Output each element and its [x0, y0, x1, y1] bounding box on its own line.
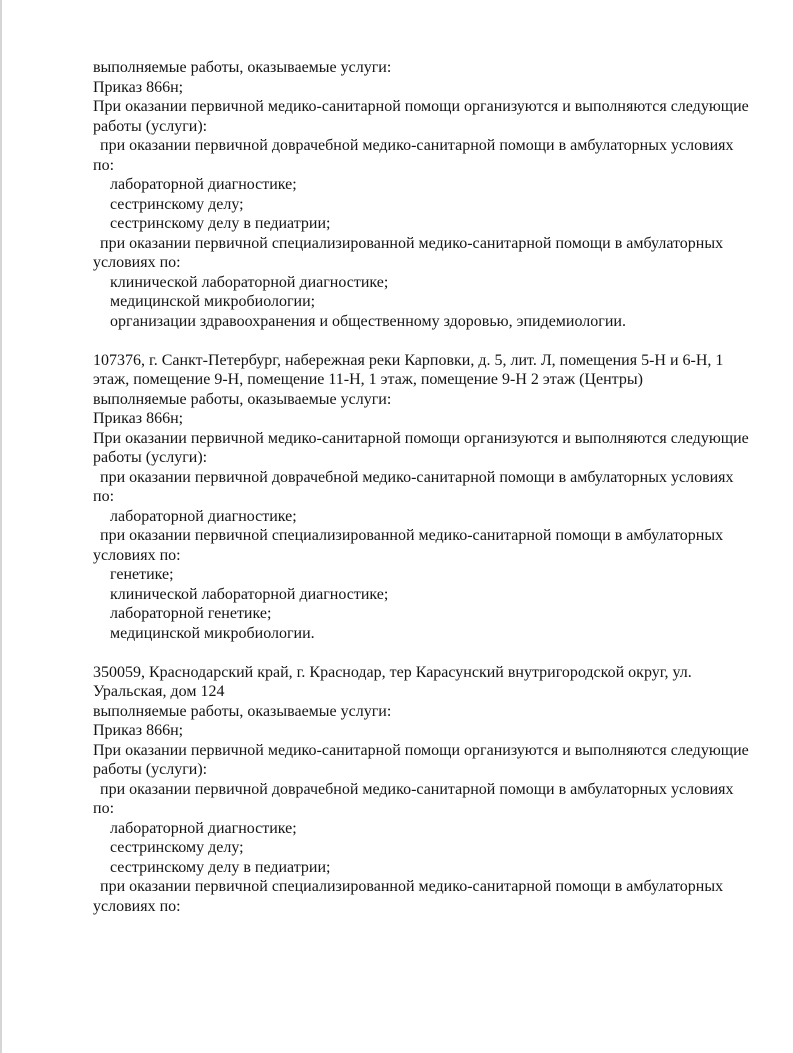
- text-line: сестринскому делу;: [110, 195, 244, 213]
- text-line: сестринскому делу;: [110, 839, 244, 856]
- text-line: При оказании первичной медико-санитарной помощи организуются и выполняются следующие: [93, 98, 749, 115]
- text-block-1: [93, 58, 753, 331]
- text-line: выполняемые работы, оказываемые услуги:: [93, 59, 392, 76]
- text-line: по:: [93, 156, 115, 174]
- text-line: сестринскому делу в педиатрии;: [110, 858, 331, 876]
- text-line: работы (услуги):: [93, 117, 208, 135]
- text-line: при оказании первичной специализированной медико-санитарной помощи в амбулаторных: [100, 234, 724, 252]
- text-line: организации здравоохранения и общественному здоровью, эпидемиологии.: [110, 312, 626, 330]
- text-line: при оказании первичной доврачебной медико-санитарной помощи в амбулаторных условиях: [100, 137, 734, 154]
- text-line: выполняемые работы, оказываемые услуги:: [93, 702, 392, 720]
- text-line: клинической лабораторной диагностике;: [110, 273, 389, 291]
- text-line: 107376, г. Санкт-Петербург, набережная реки Карповки, д. 5, лит. Л, помещения 5-Н и 6-Н, 1: [93, 351, 724, 369]
- text-line: при оказании первичной специализированной медико-санитарной помощи в амбулаторных: [100, 878, 724, 895]
- text-line: При оказании первичной медико-санитарной помощи организуются и выполняются следующие: [93, 429, 749, 447]
- text-line: генетике;: [110, 566, 174, 583]
- text-line: по:: [93, 800, 115, 817]
- text-line: Приказ 866н;: [93, 722, 184, 739]
- text-block-3: [93, 663, 753, 917]
- page-left-edge-line: [0, 0, 2, 1053]
- text-line: При оказании первичной медико-санитарной помощи организуются и выполняются следующие: [93, 741, 749, 759]
- text-line: этаж, помещение 9-Н, помещение 11-Н, 1 этаж, помещение 9-Н 2 этаж (Центры): [93, 371, 643, 388]
- text-line: при оказании первичной доврачебной медико-санитарной помощи в амбулаторных условиях: [100, 468, 734, 486]
- text-line: условиях по:: [93, 254, 181, 271]
- text-block-2: [93, 351, 753, 644]
- text-line: Приказ 866н;: [93, 78, 184, 96]
- text-line: при оказании первичной доврачебной медико-санитарной помощи в амбулаторных условиях: [100, 780, 734, 798]
- text-line: 350059, Краснодарский край, г. Краснодар, тер Карасунский внутригородской округ, ул.: [93, 663, 692, 681]
- text-line: медицинской микробиологии;: [110, 293, 316, 310]
- text-line: сестринскому делу в педиатрии;: [110, 215, 331, 232]
- document-content: [93, 58, 753, 936]
- text-line: Уральская, дом 124: [93, 683, 225, 700]
- text-line: Приказ 866н;: [93, 410, 184, 427]
- text-line: лабораторной диагностике;: [110, 819, 297, 837]
- text-line: выполняемые работы, оказываемые услуги:: [93, 390, 392, 408]
- text-line: по:: [93, 488, 115, 505]
- text-line: клинической лабораторной диагностике;: [110, 585, 389, 603]
- text-line: условиях по:: [93, 897, 181, 915]
- text-line: условиях по:: [93, 546, 181, 564]
- text-line: медицинской микробиологии.: [110, 624, 315, 642]
- text-line: лабораторной диагностике;: [110, 507, 297, 525]
- text-line: лабораторной генетике;: [110, 605, 272, 622]
- text-line: лабораторной диагностике;: [110, 176, 297, 193]
- text-line: при оказании первичной специализированной медико-санитарной помощи в амбулаторных: [100, 527, 724, 544]
- text-line: работы (услуги):: [93, 761, 208, 778]
- text-line: работы (услуги):: [93, 449, 208, 466]
